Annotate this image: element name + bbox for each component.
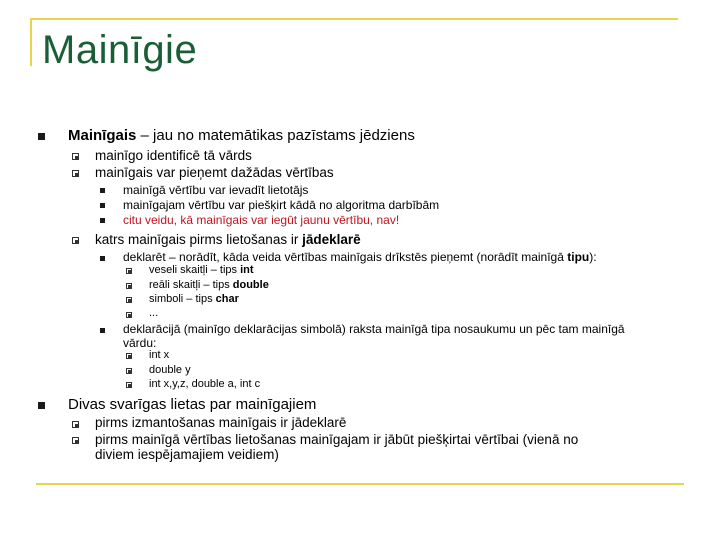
bullet-square-icon bbox=[100, 203, 105, 208]
bullet-square-icon bbox=[38, 402, 45, 409]
bullet-square-icon bbox=[100, 256, 105, 261]
item2-sub1: pirms izmantošanas mainīgais ir jādeklarē bbox=[95, 415, 347, 430]
type-item: reāli skaitļi – tips double bbox=[149, 279, 269, 291]
item1-sub2-point: mainīgā vērtību var ievadīt lietotājs bbox=[123, 183, 309, 197]
bullet-square-icon bbox=[100, 328, 105, 333]
item1-sub3 bbox=[95, 232, 361, 247]
item1-sub2-point: mainīgajam vērtību var piešķirt kādā no algoritma darbībām bbox=[123, 198, 440, 212]
item1-rest: – jau no matemātikas pazīstams jēdziens bbox=[136, 127, 415, 144]
item1-sub2-point-highlight: citu veidu, kā mainīgais var iegūt jaunu vērtību, nav! bbox=[123, 213, 400, 227]
type-item: ... bbox=[149, 307, 159, 319]
decl1 bbox=[123, 250, 597, 264]
bullet-hollow-square-icon bbox=[72, 437, 79, 444]
item1-sub3-text: katrs mainīgais pirms lietošanas ir bbox=[95, 232, 303, 247]
bullet-square-icon bbox=[38, 133, 45, 140]
item1-sub3-term: jādeklarē bbox=[302, 232, 361, 247]
example-item: double y bbox=[149, 364, 191, 376]
decl1-end: ): bbox=[589, 250, 597, 264]
bottom-rule bbox=[36, 483, 684, 485]
type-item: veseli skaitļi – tips int bbox=[149, 264, 254, 276]
item2-heading: Divas svarīgas lietas par mainīgajiem bbox=[68, 396, 317, 413]
item1-sub1: mainīgo identificē tā vārds bbox=[95, 148, 252, 163]
decl2-line1: deklarācijā (mainīgo deklarācijas simbolā) raksta mainīgā tipa nosaukumu un pēc tam mainīgā bbox=[123, 322, 625, 336]
top-rule bbox=[30, 18, 678, 20]
bullet-square-icon bbox=[100, 218, 105, 223]
bullet-hollow-square-icon bbox=[126, 382, 132, 388]
bullet-hollow-square-icon bbox=[126, 353, 132, 359]
bullet-hollow-square-icon bbox=[126, 368, 132, 374]
bullet-hollow-square-icon bbox=[72, 170, 79, 177]
example-item: int x bbox=[149, 349, 170, 361]
item1-sub2: mainīgais var pieņemt dažādas vērtības bbox=[95, 165, 334, 180]
bullet-hollow-square-icon bbox=[126, 312, 132, 318]
bullet-hollow-square-icon bbox=[72, 237, 79, 244]
bullet-hollow-square-icon bbox=[126, 283, 132, 289]
slide-title: Mainīgie bbox=[42, 28, 198, 72]
bullet-hollow-square-icon bbox=[72, 421, 79, 428]
type-item: simboli – tips char bbox=[149, 293, 239, 305]
decl1-term: tipu bbox=[567, 250, 590, 264]
item1-heading bbox=[68, 127, 415, 144]
example-item: int x,y,z, double a, int c bbox=[149, 378, 261, 390]
left-rule bbox=[30, 18, 32, 66]
bullet-square-icon bbox=[100, 188, 105, 193]
item1-term: Mainīgais bbox=[68, 127, 137, 144]
bullet-hollow-square-icon bbox=[126, 297, 132, 303]
item2-sub2-line2: diviem iespējamajiem veidiem) bbox=[95, 447, 279, 462]
decl1-text: deklarēt – norādīt, kāda veida vērtības mainīgais drīkstēs pieņemt (norādīt mainīgā bbox=[123, 250, 568, 264]
bullet-hollow-square-icon bbox=[126, 268, 132, 274]
item2-sub2-line1: pirms mainīgā vērtības lietošanas mainīgajam ir jābūt piešķirtai vērtībai (vienā no bbox=[95, 432, 579, 447]
decl2-line2: vārdu: bbox=[123, 336, 157, 350]
bullet-hollow-square-icon bbox=[72, 153, 79, 160]
